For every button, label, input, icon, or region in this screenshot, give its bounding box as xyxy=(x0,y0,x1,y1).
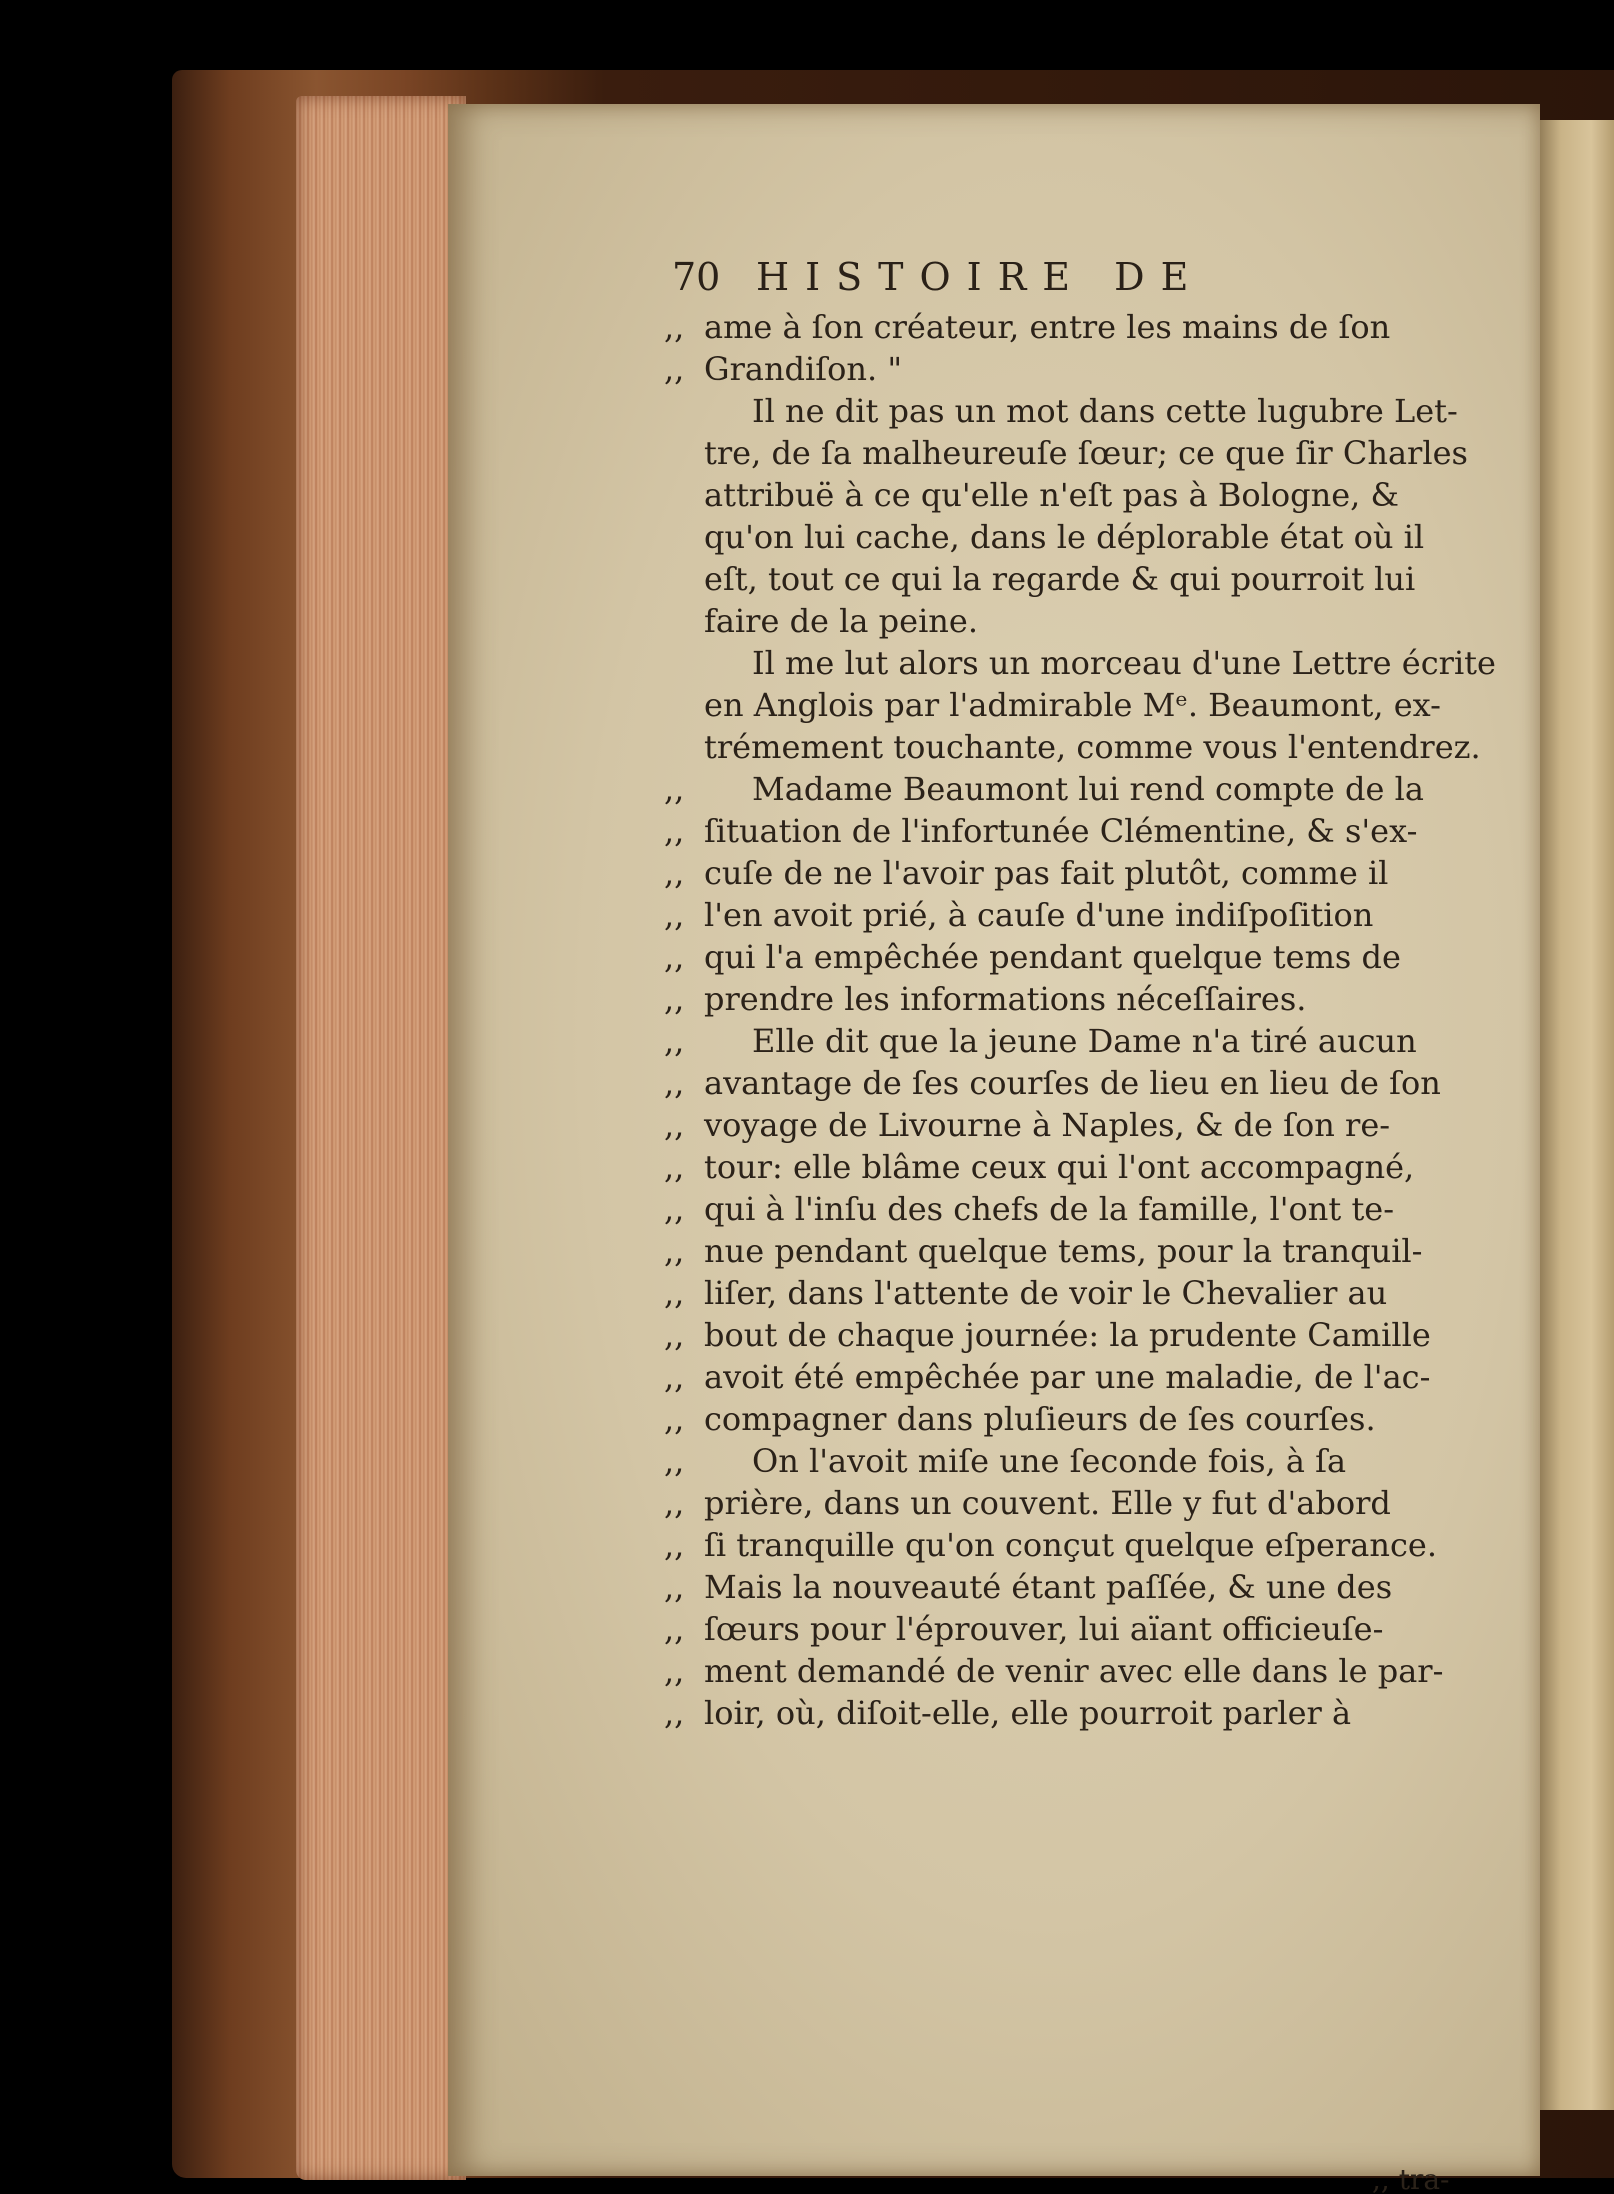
text-line xyxy=(664,1314,1512,1356)
text-line xyxy=(664,516,1512,558)
line-text: Madame Beaumont lui rend compte de la xyxy=(752,770,1424,808)
line-text: eſt, tout ce qui la regarde & qui pourroit lui xyxy=(704,560,1416,598)
line-text: Grandiſon. " xyxy=(704,350,903,388)
line-text: ſœurs pour l'éprouver, lui aïant officieuſe- xyxy=(704,1610,1384,1648)
line-text: attribuë à ce qu'elle n'eſt pas à Bologne, & xyxy=(704,476,1399,514)
text-line xyxy=(664,1020,1512,1062)
text-line xyxy=(664,936,1512,978)
text-line xyxy=(664,1188,1512,1230)
text-line xyxy=(664,1566,1512,1608)
text-line xyxy=(664,432,1512,474)
quote-mark: ,, xyxy=(664,1568,685,1606)
quote-mark: ,, xyxy=(664,1442,685,1480)
text-line xyxy=(664,978,1512,1020)
text-line xyxy=(664,810,1512,852)
catchword: ,, tra- xyxy=(1372,2163,1450,2194)
text-line xyxy=(664,894,1512,936)
text-line xyxy=(664,726,1512,768)
line-text: compagner dans pluſieurs de ſes courſes. xyxy=(704,1400,1376,1438)
text-line xyxy=(664,684,1512,726)
line-text: Mais la nouveauté étant paſſée, & une des xyxy=(704,1568,1393,1606)
quote-mark: ,, xyxy=(664,1064,685,1102)
line-text: tre, de ſa malheureuſe ſœur; ce que ſir Charles xyxy=(704,434,1468,472)
quote-mark: ,, xyxy=(664,1610,685,1648)
text-line xyxy=(664,1692,1512,1734)
text-line xyxy=(664,1230,1512,1272)
quote-mark: ,, xyxy=(664,854,685,892)
text-line xyxy=(664,1062,1512,1104)
text-line xyxy=(664,852,1512,894)
text-line xyxy=(664,1482,1512,1524)
quote-mark: ,, xyxy=(664,980,685,1018)
text-line xyxy=(664,1398,1512,1440)
page-block-edges xyxy=(296,96,466,2180)
quote-mark: ,, xyxy=(664,1022,685,1060)
quote-mark: ,, xyxy=(664,896,685,934)
quote-mark: ,, xyxy=(664,770,685,808)
quote-mark: ,, xyxy=(664,308,685,346)
text-line xyxy=(664,642,1512,684)
text-line xyxy=(664,1650,1512,1692)
line-text: avantage de ſes courſes de lieu en lieu de ſon xyxy=(704,1064,1441,1102)
line-text: nue pendant quelque tems, pour la tranquil- xyxy=(704,1232,1423,1270)
text-line xyxy=(664,1272,1512,1314)
line-text: Il me lut alors un morceau d'une Lettre écrite xyxy=(752,644,1496,682)
line-text: Il ne dit pas un mot dans cette lugubre Let- xyxy=(752,392,1458,430)
text-line xyxy=(664,390,1512,432)
line-text: qui l'a empêchée pendant quelque tems de xyxy=(704,938,1401,976)
line-text: trémement touchante, comme vous l'entendrez. xyxy=(704,728,1481,766)
quote-mark: ,, xyxy=(664,1316,685,1354)
text-line xyxy=(664,1608,1512,1650)
line-text: loir, où, diſoit-elle, elle pourroit parler à xyxy=(704,1694,1352,1732)
line-text: tour: elle blâme ceux qui l'ont accompagné, xyxy=(704,1148,1415,1186)
line-text: prière, dans un couvent. Elle y fut d'abord xyxy=(704,1484,1391,1522)
text-line xyxy=(664,348,1512,390)
line-text: ame à ſon créateur, entre les mains de ſon xyxy=(704,308,1391,346)
text-line xyxy=(664,306,1512,348)
page-header xyxy=(672,252,1512,302)
body-text xyxy=(664,306,1512,1734)
quote-mark: ,, xyxy=(664,1274,685,1312)
text-line xyxy=(664,1104,1512,1146)
quote-mark: ,, xyxy=(664,1358,685,1396)
quote-mark: ,, xyxy=(664,1694,685,1732)
quote-mark: ,, xyxy=(664,1484,685,1522)
text-line xyxy=(664,768,1512,810)
line-text: qui à l'inſu des chefs de la famille, l'ont te- xyxy=(704,1190,1395,1228)
line-text: liſer, dans l'attente de voir le Chevalier au xyxy=(704,1274,1388,1312)
line-text: faire de la peine. xyxy=(704,602,979,640)
page-number: 70 xyxy=(672,255,721,299)
quote-mark: ,, xyxy=(664,938,685,976)
line-text: en Anglois par l'admirable Mᵉ. Beaumont, ex- xyxy=(704,686,1441,724)
line-text: ment demandé de venir avec elle dans le par- xyxy=(704,1652,1444,1690)
adjacent-page-edge xyxy=(1538,120,1614,2110)
text-line xyxy=(664,600,1512,642)
line-text: ſi tranquille qu'on conçut quelque eſperance. xyxy=(704,1526,1437,1564)
line-text: ſituation de l'infortunée Clémentine, & s'ex- xyxy=(704,812,1418,850)
text-line xyxy=(664,474,1512,516)
quote-mark: ,, xyxy=(664,1400,685,1438)
line-text: l'en avoit prié, à cauſe d'une indiſpoſition xyxy=(704,896,1374,934)
quote-mark: ,, xyxy=(664,1148,685,1186)
line-text: Elle dit que la jeune Dame n'a tiré aucun xyxy=(752,1022,1417,1060)
running-head: HISTOIRE DE xyxy=(756,255,1205,299)
quote-mark: ,, xyxy=(664,1106,685,1144)
quote-mark: ,, xyxy=(664,1190,685,1228)
text-line xyxy=(664,558,1512,600)
line-text: avoit été empêchée par une maladie, de l'ac- xyxy=(704,1358,1431,1396)
line-text: prendre les informations néceſſaires. xyxy=(704,980,1307,1018)
line-text: bout de chaque journée: la prudente Camille xyxy=(704,1316,1431,1354)
line-text: voyage de Livourne à Naples, & de ſon re- xyxy=(704,1106,1391,1144)
text-line xyxy=(664,1440,1512,1482)
line-text: cuſe de ne l'avoir pas fait plutôt, comme il xyxy=(704,854,1389,892)
quote-mark: ,, xyxy=(664,1232,685,1270)
quote-mark: ,, xyxy=(664,1652,685,1690)
line-text: On l'avoit miſe une ſeconde fois, à ſa xyxy=(752,1442,1347,1480)
quote-mark: ,, xyxy=(664,350,685,388)
text-line xyxy=(664,1524,1512,1566)
text-line xyxy=(664,1146,1512,1188)
text-line xyxy=(664,1356,1512,1398)
quote-mark: ,, xyxy=(664,1526,685,1564)
line-text: qu'on lui cache, dans le déplorable état où il xyxy=(704,518,1425,556)
quote-mark: ,, xyxy=(664,812,685,850)
